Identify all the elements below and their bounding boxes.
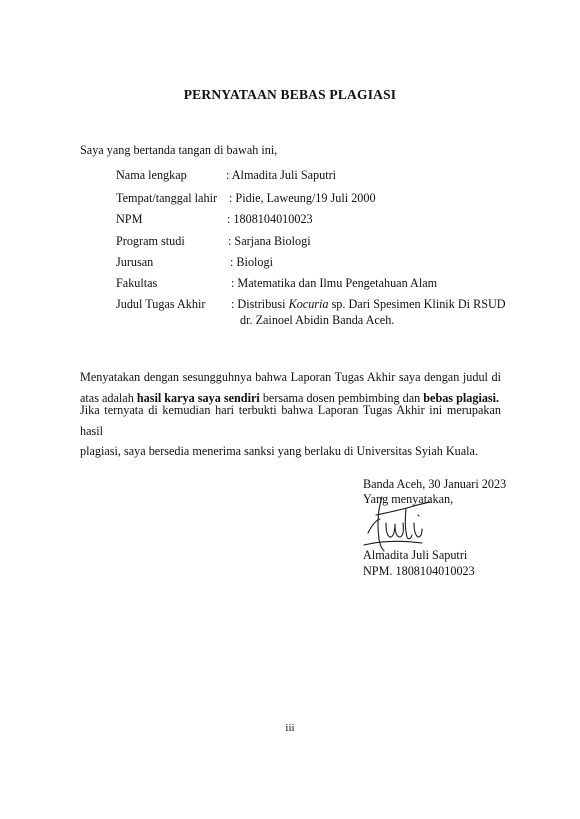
declarant-label: Yang menyatakan, <box>363 492 454 506</box>
field-label-program: Program studi <box>116 234 185 248</box>
consequence-line-2: plagiasi, saya bersedia menerima sanksi yang berlaku di Universitas Syiah Kuala. <box>80 444 479 458</box>
page-number: iii <box>285 722 295 734</box>
statement-line-1: Menyatakan dengan sesungguhnya bahwa Laporan Tugas Akhir saya dengan judul di <box>80 370 501 384</box>
field-label-name: Nama lengkap <box>116 168 187 182</box>
field-value-thesis <box>231 297 506 312</box>
handwritten-signature <box>356 493 436 555</box>
field-value-name: : Almadita Juli Saputri <box>226 168 337 182</box>
field-value-program: : Sarjana Biologi <box>228 234 311 248</box>
consequence-paragraph <box>80 400 501 462</box>
document-title: PERNYATAAN BEBAS PLAGIASI <box>183 87 397 102</box>
statement-text-b: bersama dosen pembimbing dan <box>259 390 424 405</box>
thesis-prefix: : Distribusi <box>231 297 289 311</box>
signatory-npm: NPM. 1808104010023 <box>363 564 475 578</box>
field-value-npm: : 1808104010023 <box>227 212 313 226</box>
field-label-npm: NPM <box>116 212 143 226</box>
signatory-name: Almadita Juli Saputri <box>363 548 468 562</box>
place-date: Banda Aceh, 30 Januari 2023 <box>363 477 507 491</box>
field-label-thesis: Judul Tugas Akhir <box>116 297 206 311</box>
thesis-suffix: sp. Dari Spesimen Klinik Di RSUD <box>328 297 506 311</box>
statement-bold-plagiarism-free: bebas plagiasi. <box>423 390 500 405</box>
field-label-department: Jurusan <box>116 255 154 269</box>
field-label-birth: Tempat/tanggal lahir <box>116 191 218 205</box>
statement-text-a: atas adalah <box>80 390 137 405</box>
consequence-line-1: Jika ternyata di kemudian hari terbukti bahwa Laporan Tugas Akhir ini merupakan hasil <box>80 403 501 438</box>
statement-bold-own-work: hasil karya saya sendiri <box>136 390 260 405</box>
field-value-birth: : Pidie, Laweung/19 Juli 2000 <box>229 191 376 205</box>
field-label-faculty: Fakultas <box>116 276 158 290</box>
thesis-italic: Kocuria <box>288 297 329 311</box>
field-value-faculty: : Matematika dan Ilmu Pengetahuan Alam <box>231 276 438 290</box>
field-value-thesis-line2: dr. Zainoel Abidin Banda Aceh. <box>240 313 395 327</box>
intro-text: Saya yang bertanda tangan di bawah ini, <box>80 143 278 157</box>
field-value-department: : Biologi <box>230 255 274 269</box>
